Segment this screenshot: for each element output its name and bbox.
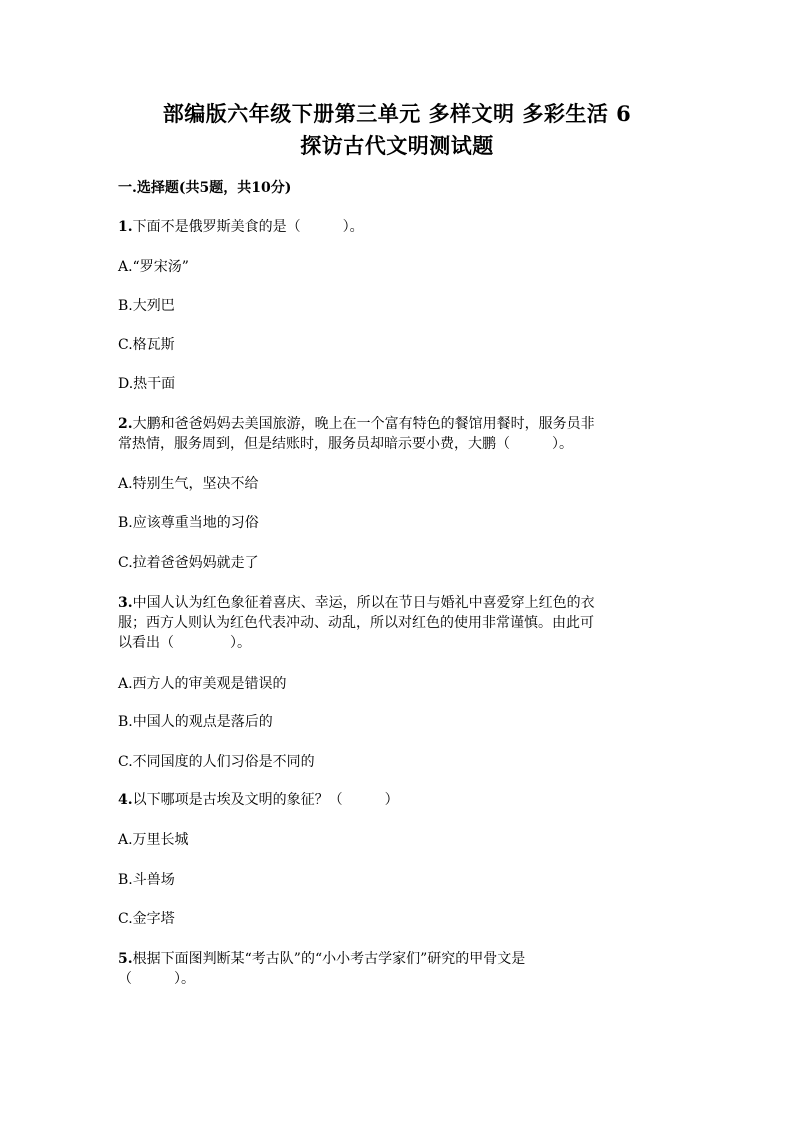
question-2-option-c: C.拉着爸爸妈妈就走了 <box>118 555 259 571</box>
question-text: 以下哪项是古埃及文明的象征？（ ） <box>132 792 399 808</box>
question-3-option-b: B.中国人的观点是落后的 <box>118 714 273 730</box>
question-1-option-d: D.热干面 <box>118 376 176 392</box>
question-4-option-c: C.金字塔 <box>118 911 175 927</box>
question-number: 5. <box>118 951 133 967</box>
question-1-option-c: C.格瓦斯 <box>118 337 175 353</box>
section-heading: 一.选择题(共5题，共10分) <box>118 180 292 196</box>
question-text: 下面不是俄罗斯美食的是（ ）。 <box>132 219 364 235</box>
question-2-option-b: B.应该尊重当地的习俗 <box>118 515 259 531</box>
question-1-option-a: A.“罗宋汤” <box>118 259 189 275</box>
question-3-option-a: A.西方人的审美观是错误的 <box>118 676 287 692</box>
page-title <box>110 98 684 162</box>
question-text-line-1: 大鹏和爸爸妈妈去美国旅游，晚上在一个富有特色的餐馆用餐时，服务员非 <box>132 416 595 432</box>
title-line-2: 探访古代文明测试题 <box>300 133 494 158</box>
question-text-line-2: （ ）。 <box>118 971 195 987</box>
question-text-line-2: 服；西方人则认为红色代表冲动、动乱，所以对红色的使用非常谨慎。由此可 <box>118 615 594 631</box>
question-2-option-a: A.特别生气，坚决不给 <box>118 476 259 492</box>
question-4-option-a: A.万里长城 <box>118 832 189 848</box>
question-text-line-1: 根据下面图判断某“考古队”的“小小考古学家们”研究的甲骨文是 <box>132 951 526 967</box>
question-4 <box>118 790 678 810</box>
question-text-line-2: 常热情，服务周到，但是结账时，服务员却暗示要小费，大鹏（ ）。 <box>118 436 573 452</box>
question-text-line-3: 以看出（ ）。 <box>118 635 251 651</box>
question-2 <box>118 414 678 454</box>
title-line-1: 部编版六年级下册第三单元 多样文明 多彩生活 6 <box>162 101 632 126</box>
question-5 <box>118 949 678 989</box>
question-3 <box>118 593 678 653</box>
question-4-option-b: B.斗兽场 <box>118 872 175 888</box>
question-number: 4. <box>118 792 133 808</box>
question-3-option-c: C.不同国度的人们习俗是不同的 <box>118 754 315 770</box>
question-number: 2. <box>118 416 133 432</box>
question-1-option-b: B.大列巴 <box>118 298 175 314</box>
question-text-line-1: 中国人认为红色象征着喜庆、幸运，所以在节日与婚礼中喜爱穿上红色的衣 <box>132 595 595 611</box>
question-number: 1. <box>118 219 133 235</box>
question-1 <box>118 217 678 237</box>
question-number: 3. <box>118 595 133 611</box>
